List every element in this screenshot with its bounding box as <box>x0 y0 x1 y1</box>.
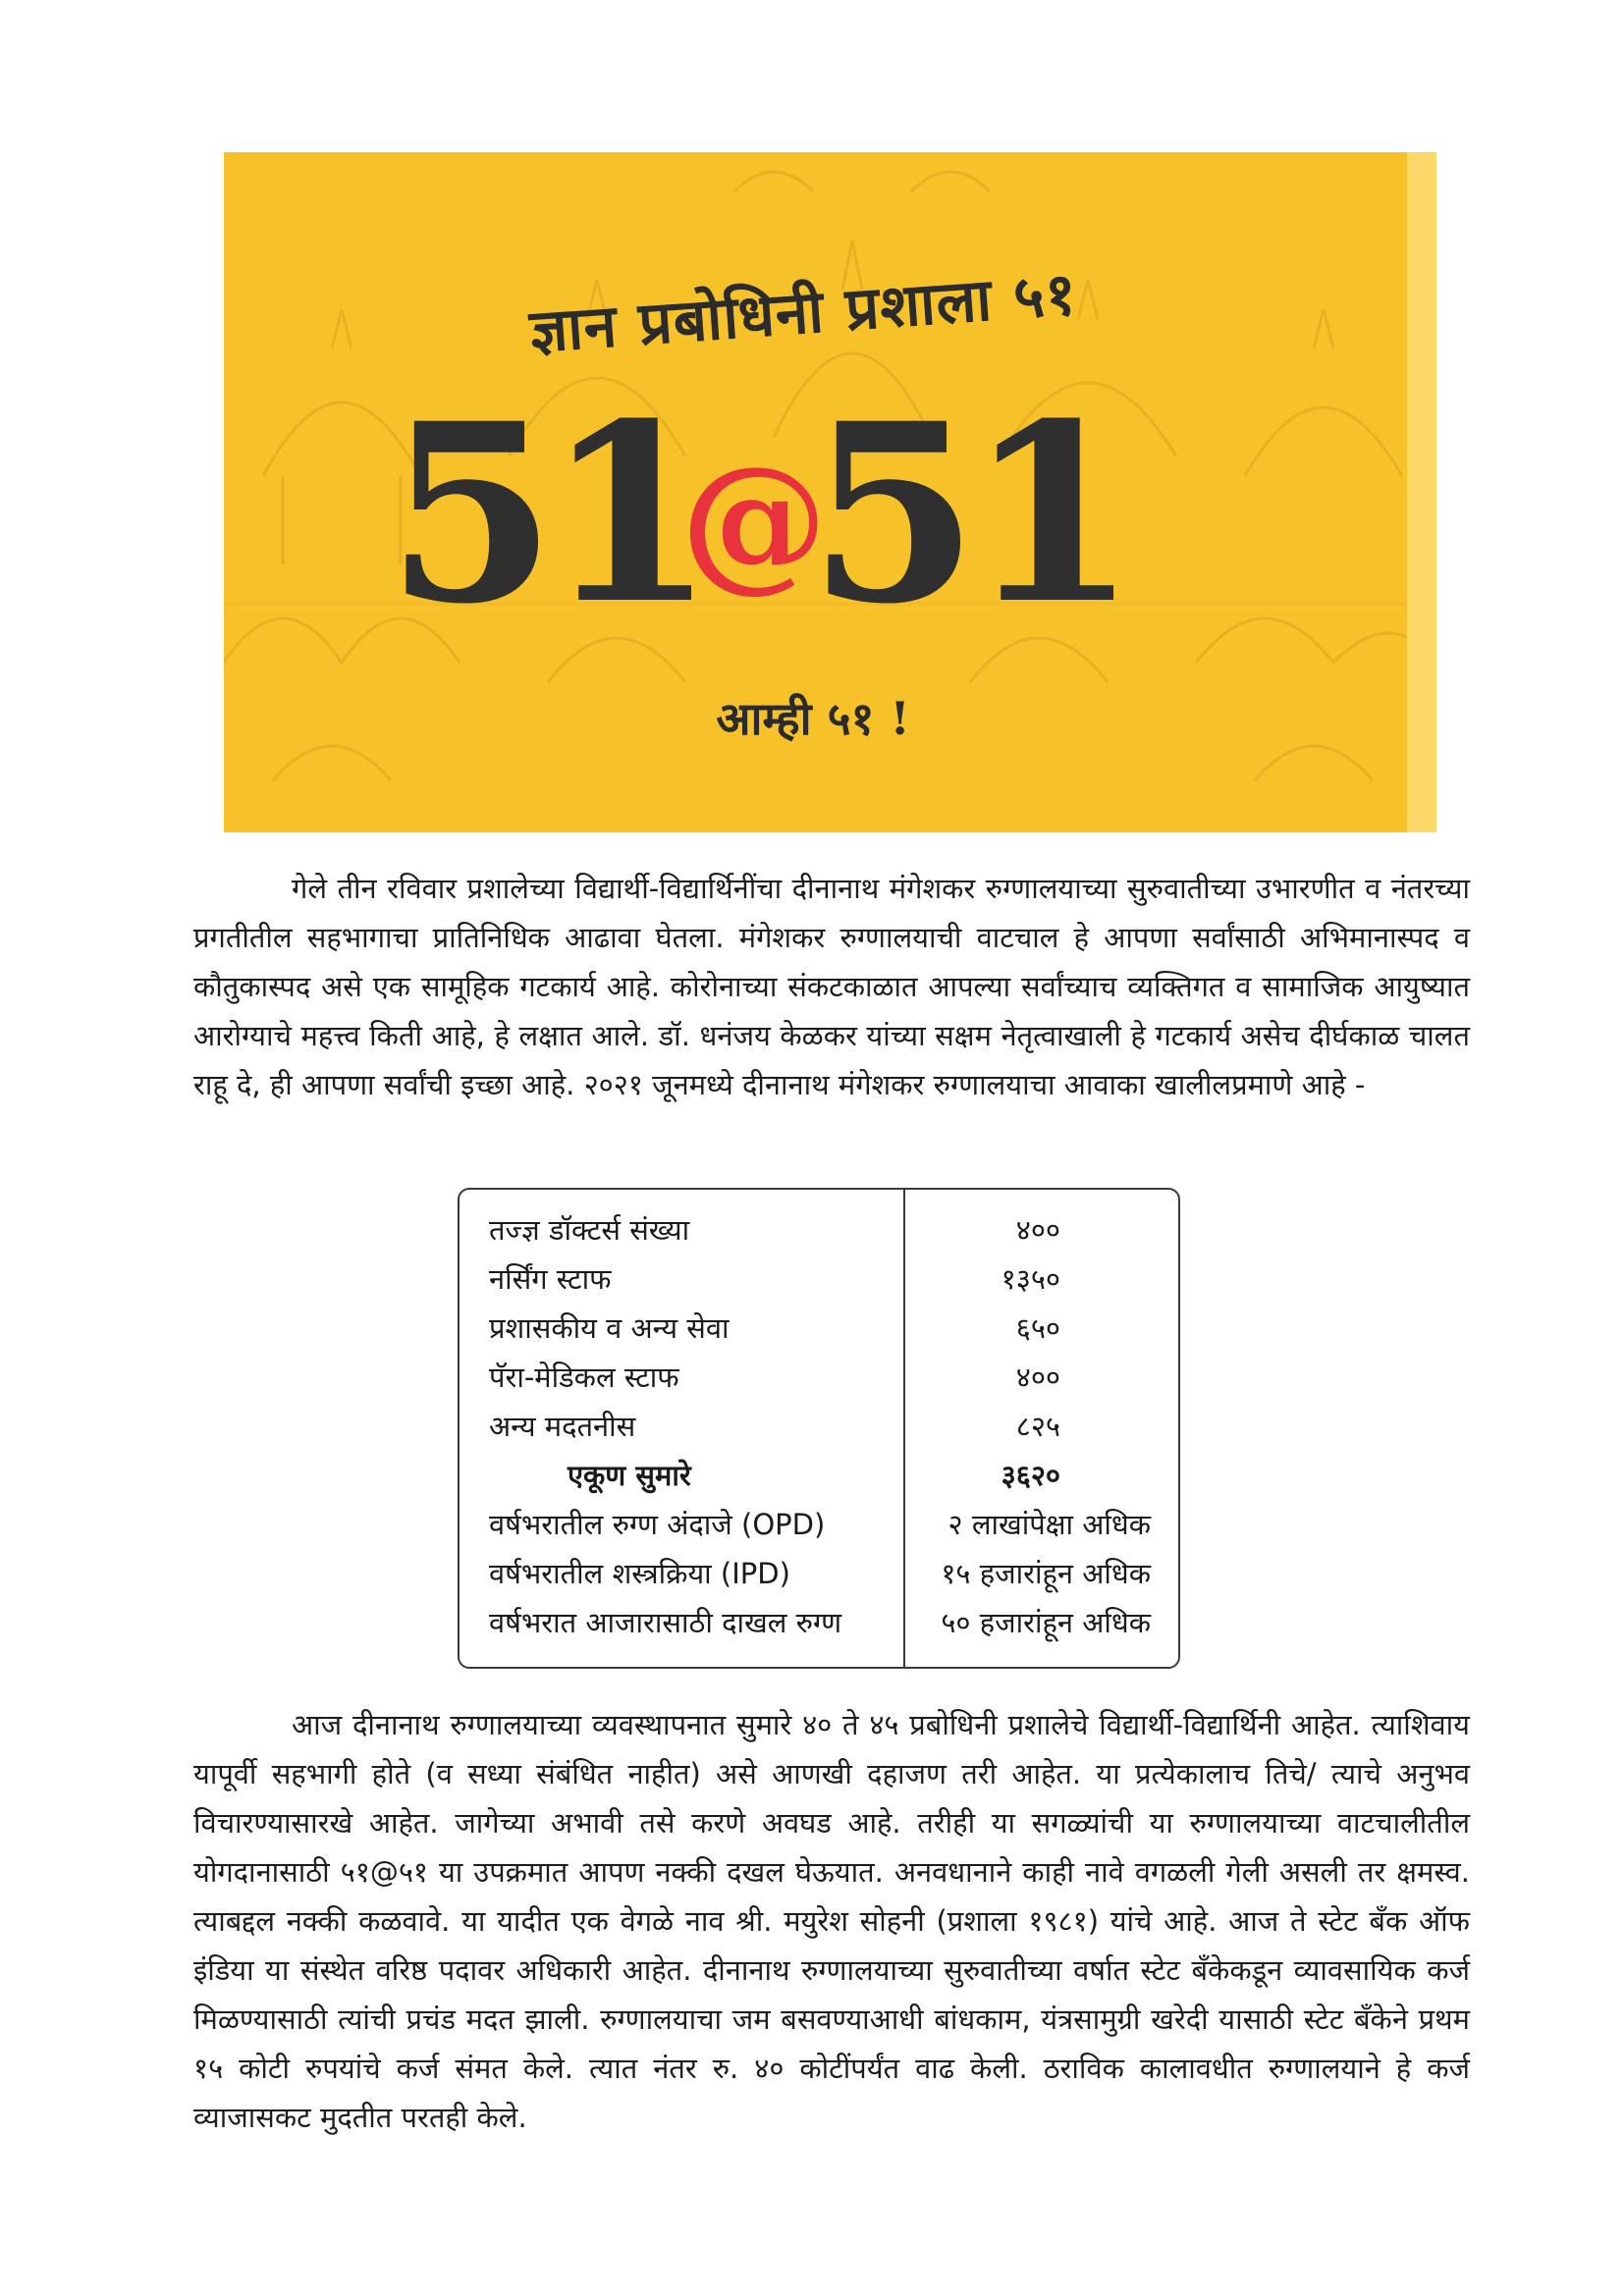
table-row <box>460 1255 1178 1304</box>
row-value: १३५० <box>1001 1262 1060 1296</box>
row-label: तज्ज्ञ डॉक्टर्स संख्या <box>489 1213 690 1247</box>
logo-number-left: 51 <box>386 369 704 658</box>
row-label: प्रशासकीय व अन्य सेवा <box>489 1311 730 1345</box>
total-value: ३६२० <box>1001 1459 1060 1492</box>
row-value: ४०० <box>1015 1361 1060 1394</box>
alumni-paragraph: आज दीनानाथ रुग्णालयाच्या व्यवस्थापनात सुमारे ४० ते ४५ प्रबोधिनी प्रशालेचे विद्यार्थी-विद्यार्थिनी आहेत. त्याशिवाय यापूर्वी सहभागी होते (व सध्या संबंधित नाहीत) असे आणखी दहाजण तरी आहेत. या प्रत्येकालाच तिचे/ त्याचे अनुभव विचारण्यासारखे आहेत. जागेच्या अभावी तसे करणे अवघड आहे. तरीही या सगळ्यांची या रुग्णालयाच्या वाटचालीतील योगदानासाठी ५१@५१ या उपक्रमात आपण नक्की दखल घेऊयात. अनवधानाने काही नावे वगळली गेली असली तर क्षमस्व. त्याबद्दल नक्की कळवावे. या यादीत एक वेगळे नाव श्री. मयुरेश सोहनी (प्रशाला १९८१) यांचे आहे. आज ते स्टेट बँक ऑफ इंडिया या संस्थेत वरिष्ठ पदावर अधिकारी आहेत. दीनानाथ रुग्णालयाच्या सुरुवातीच्या वर्षात स्टेट बँकेकडून व्यावसायिक कर्ज मिळण्यासाठी त्यांची प्रचंड मदत झाली. रुग्णालयाचा जम बसवण्याआधी बांधकाम, यंत्रसामुग्री खरेदी यासाठी स्टेट बँकेने प्रथम १५ कोटी रुपयांचे कर्ज संमत केले. त्यात नंतर रु. ४० कोटींपर्यंत वाढ केली. ठराविक कालावधीत रुग्णालयाने हे कर्ज व्याजासकट मुदतीत परतही केले. <box>193 1708 1470 2134</box>
row-value: १५ हजारांहून अधिक <box>941 1557 1151 1590</box>
row-value: २ लाखांपेक्षा अधिक <box>947 1508 1151 1541</box>
row-label: अन्य मदतनीस <box>489 1410 636 1443</box>
hospital-scale-table <box>458 1188 1180 1669</box>
table-row <box>460 1598 1178 1647</box>
logo-number-right: 51 <box>808 369 1126 658</box>
row-value: ५० हजारांहून अधिक <box>941 1606 1151 1639</box>
row-value: ८२५ <box>1015 1410 1060 1443</box>
table-row <box>460 1353 1178 1402</box>
school-name: ज्ञान प्रबोधिनी प्रशाला ५१ <box>527 259 1080 367</box>
table-row <box>460 1205 1178 1255</box>
logo-at-symbol: @ <box>680 434 828 607</box>
row-value: ६५० <box>1015 1311 1060 1345</box>
row-value: ४०० <box>1015 1213 1060 1247</box>
row-label: नर्सिंग स्टाफ <box>489 1262 612 1296</box>
banner-edge-strip <box>1407 152 1436 832</box>
total-label: एकूण सुमारे <box>568 1459 691 1492</box>
table-row <box>460 1500 1178 1549</box>
table-row <box>460 1402 1178 1451</box>
row-label: वर्षभरातील शस्त्रक्रिया (IPD) <box>489 1557 790 1590</box>
table-total-row <box>460 1451 1178 1500</box>
table-row <box>460 1304 1178 1353</box>
anniversary-logo <box>386 369 1171 658</box>
table-row <box>460 1549 1178 1598</box>
intro-paragraph: गेले तीन रविवार प्रशालेच्या विद्यार्थी-विद्यार्थिनींचा दीनानाथ मंगेशकर रुग्णालयाच्या सुरुवातीच्या उभारणीत व नंतरच्या प्रगतीतील सहभागाचा प्रातिनिधिक आढावा घेतला. मंगेशकर रुग्णालयाची वाटचाल हे आपणा सर्वांसाठी अभिमानास्पद व कौतुकास्पद असे एक सामूहिक गटकार्य आहे. कोरोनाच्या संकटकाळात आपल्या सर्वांच्याच व्यक्तिगत व सामाजिक आयुष्यात आरोग्याचे महत्त्व किती आहे, हे लक्षात आले. डॉ. धनंजय केळकर यांच्या सक्षम नेतृत्वाखाली हे गटकार्य असेच दीर्घकाळ चालत राहू दे, ही आपणा सर्वांची इच्छा आहे. २०२१ जूनमध्ये दीनानाथ मंगेशकर रुग्णालयाचा आवाका खालीलप्रमाणे आहे - <box>193 872 1470 1101</box>
row-label: वर्षभरातील रुग्ण अंदाजे (OPD) <box>489 1508 826 1541</box>
row-label: पॅरा-मेडिकल स्टाफ <box>489 1361 679 1394</box>
row-label: वर्षभरात आजारासाठी दाखल रुग्ण <box>489 1606 842 1639</box>
banner-tagline: आम्ही ५१ ! <box>716 692 910 745</box>
header-banner <box>224 152 1436 832</box>
